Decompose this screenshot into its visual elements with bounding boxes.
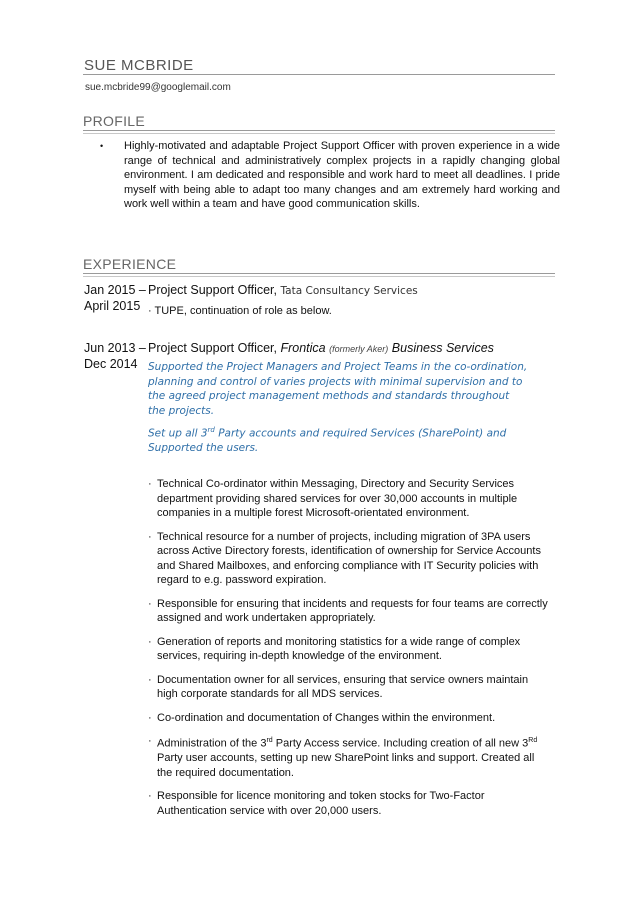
list-item: · Technical Co-ordinator within Messaging, Directory and Security Services department providing shared services for over 30,000 accounts in multiple companies in a multiple forest Microsoft-orientated environment. <box>148 478 518 519</box>
job-title: Project Support Officer, <box>148 341 281 355</box>
list-item: · Administration of the 3rd Party Access service. Including creation of all new 3Rd Party user accounts, setting up new SharePoint links and support. Created all the required documentation. <box>148 735 538 779</box>
list-item: · Responsible for licence monitoring and token stocks for Two-Factor Authentication service with over 20,000 users. <box>148 790 485 817</box>
bullet-icon: • <box>100 141 104 151</box>
profile-text: Highly-motivated and adaptable Project Support Officer with proven experience in a wide range of technical and administratively complex projects in a rapidly changing global environment. I am dedicated and responsible and work hard to meet all deadlines. I pride myself with being able to adapt too many changes and am extremely hard working and work well within a team and have good communication skills. <box>124 140 560 211</box>
job-detail: · TUPE, continuation of role as below. <box>148 305 332 317</box>
profile-bullet <box>100 139 560 212</box>
list-item: · Responsible for ensuring that incidents and requests for four teams are correctly assigned and work undertaken appropriately. <box>148 597 548 624</box>
job-summary: Supported the Project Managers and Project Teams in the co-ordination, planning and control of varies projects with minimal supervision and to the agreed project management methods and standards throughout the projects. <box>148 361 528 417</box>
list-item: · Documentation owner for all services, ensuring that service owners maintain high corporate standards for all MDS services. <box>148 673 529 700</box>
job-title-line <box>148 283 418 297</box>
profile-rule <box>83 130 555 131</box>
name-underline <box>83 74 555 75</box>
profile-rule-secondary <box>83 133 555 134</box>
company-name-tail: Business Services <box>391 341 494 355</box>
job-title-line <box>148 341 494 355</box>
responsibility-list <box>148 477 548 827</box>
profile-heading: PROFILE <box>83 113 146 129</box>
job-title: Project Support Officer, <box>148 283 281 297</box>
job-date: Jan 2015 – April 2015 <box>84 283 146 313</box>
experience-heading: EXPERIENCE <box>83 256 177 272</box>
email-address: sue.mcbride99@googlemail.com <box>85 82 231 93</box>
list-item: · Technical resource for a number of projects, including migration of 3PA users across Active Directory forests, identification of ownership for Service Accounts and Shared Mailboxes, and enforcing compliance with IT Security policies with regard to e.g. password expiration. <box>148 530 541 586</box>
experience-rule-secondary <box>83 276 555 277</box>
list-item: · Generation of reports and monitoring statistics for a wide range of complex services, requiring in-depth knowledge of the environment. <box>148 635 521 662</box>
company-name: Tata Consultancy Services <box>280 285 418 297</box>
company-name: Frontica <box>280 341 326 355</box>
experience-rule <box>83 273 555 274</box>
candidate-name: SUE MCBRIDE <box>84 57 194 74</box>
job-date: Jun 2013 – Dec 2014 <box>84 341 146 371</box>
job-summary-secondary: Set up all 3rd Party accounts and required Services (SharePoint) and Supported the users. <box>148 426 507 454</box>
list-item: · Co-ordination and documentation of Changes within the environment. <box>148 711 496 724</box>
company-note: (formerly Aker) <box>329 344 389 354</box>
